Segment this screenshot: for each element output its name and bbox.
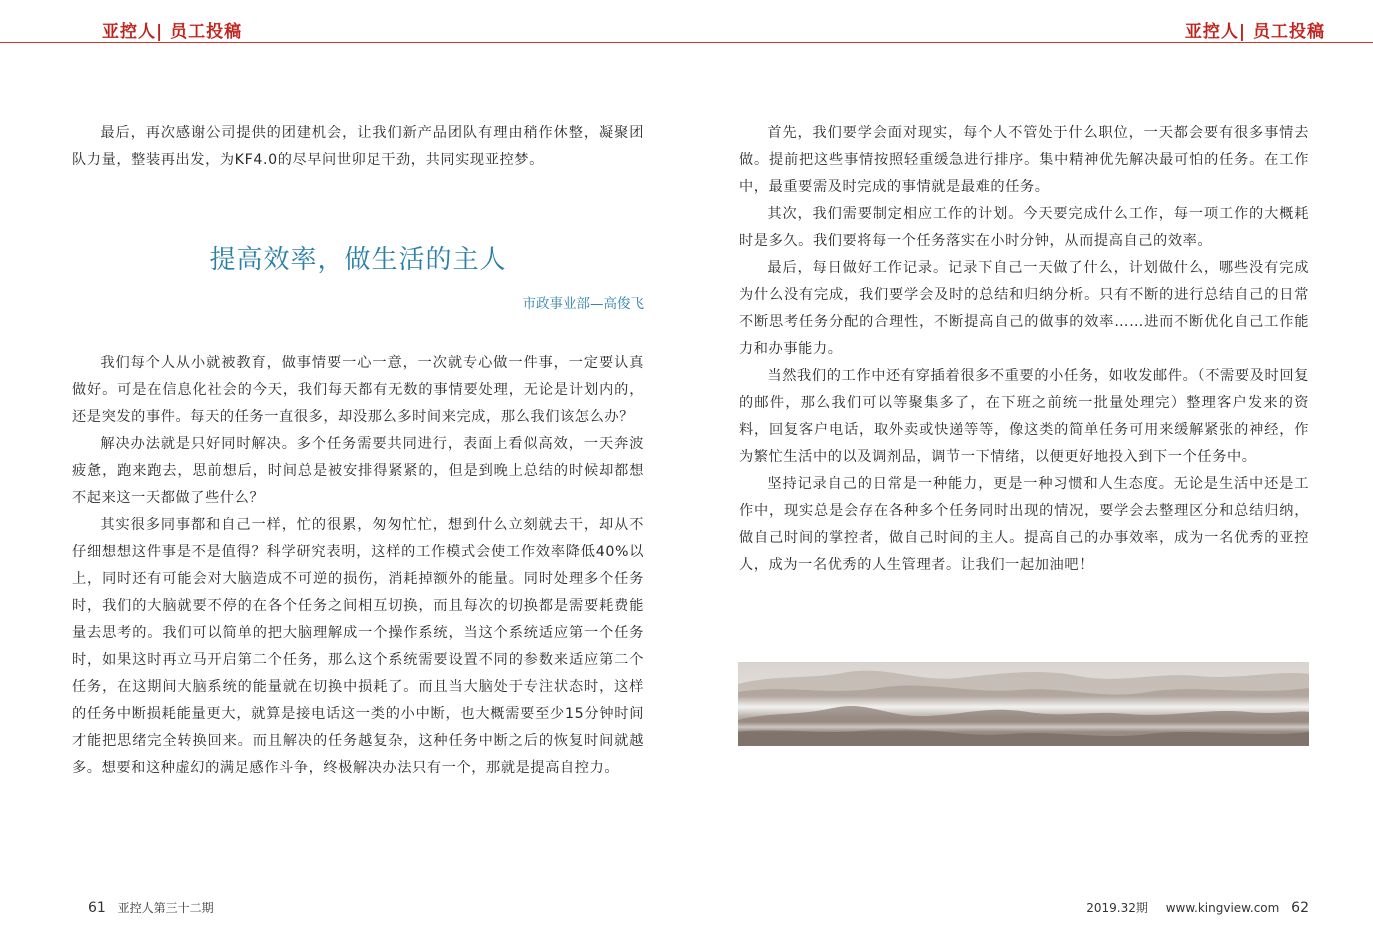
right-article-column <box>739 120 1309 579</box>
article-paragraph: 解决办法就是只好同时解决。多个任务需要共同进行，表面上看似高效，一天奔波疲惫，跑来跑去，思前想后，时间总是被安排得紧紧的，但是到晚上总结的时候却都想不起来这一天都做了些什么？ <box>72 436 644 506</box>
left-article-column <box>72 350 644 782</box>
header-section-label-left: 亚控人| 员工投稿 <box>102 22 243 42</box>
header-section-label-right: 亚控人| 员工投稿 <box>1184 22 1325 42</box>
article-paragraph: 其实很多同事都和自己一样，忙的很累，匆匆忙忙，想到什么立刻就去干，却从不仔细想想这件事是不是值得？科学研究表明，这样的工作模式会使工作效率降低40%以上，同时还有可能会对大脑造成不可逆的损伤，消耗掉额外的能量。同时处理多个任务时，我们的大脑就要不停的在各个任务之间相互切换，而且每次的切换都是需要耗费能量去思考的。我们可以简单的把大脑理解成一个操作系统，当这个系统适应第一个任务时，如果这时再立马开启第二个任务，那么这个系统需要设置不同的参数来适应第二个任务，在这期间大脑系统的能量就在切换中损耗了。而且当大脑处于专注状态时，这样的任务中断损耗能量更大，就算是接电话这一类的小中断，也大概需要至少15分钟时间才能把思绪完全转换回来。而且解决的任务越复杂，这种任务中断之后的恢复时间就越多。想要和这种虚幻的满足感作斗争，终极解决办法只有一个，那就是提高自控力。 <box>72 517 644 776</box>
page-number-left: 61 <box>88 900 106 916</box>
website-link[interactable]: www.kingview.com <box>1165 901 1280 915</box>
misty-mountains-illustration <box>738 662 1309 746</box>
article-paragraph: 最后，每日做好工作记录。记录下自己一天做了什么，计划做什么，哪些没有完成为什么没有完成，我们要学会及时的总结和归纳分析。只有不断的进行总结自己的日常不断思考任务分配的合理性，不断提高自己的做事的效率……进而不断优化自己工作能力和办事能力。 <box>739 260 1309 357</box>
article-title: 提高效率，做生活的主人 <box>209 245 507 275</box>
header-divider <box>0 42 1373 43</box>
article-paragraph: 当然我们的工作中还有穿插着很多不重要的小任务，如收发邮件。（不需要及时回复的邮件，那么我们可以等聚集多了，在下班之前统一批量处理完）整理客户发来的资料，回复客户电话，取外卖或快递等等，像这类的简单任务可用来缓解紧张的神经，作为繁忙生活中的以及调剂品，调节一下情绪，以便更好地投入到下一个任务中。 <box>739 368 1309 465</box>
publication-name: 亚控人第三十二期 <box>117 901 214 915</box>
article-paragraph: 首先，我们要学会面对现实，每个人不管处于什么职位，一天都会要有很多事情去做。提前把这些事情按照轻重缓急进行排序。集中精神优先解决最可怕的任务。在工作中，最重要需及时完成的事情就是最难的任务。 <box>739 125 1309 195</box>
left-intro-column <box>72 120 644 174</box>
footer-left <box>80 900 214 916</box>
page-number-right: 62 <box>1291 900 1309 916</box>
article-paragraph: 我们每个人从小就被教育，做事情要一心一意，一次就专心做一件事，一定要认真做好。可是在信息化社会的今天，我们每天都有无数的事情要处理，无论是计划内的，还是突发的事件。每天的任务一直很多，却没那么多时间来完成，那么我们该怎么办？ <box>72 355 644 425</box>
article-paragraph: 其次，我们需要制定相应工作的计划。今天要完成什么工作，每一项工作的大概耗时是多久。我们要将每一个任务落实在小时分钟，从而提高自己的效率。 <box>739 206 1309 249</box>
article-byline: 市政事业部—高俊飞 <box>522 296 644 312</box>
article-paragraph: 坚持记录自己的日常是一种能力，更是一种习惯和人生态度。无论是生活中还是工作中，现实总是会存在各种多个任务同时出现的情况，要学会去整理区分和总结归纳，做自己时间的掌控者，做自己时间的主人。提高自己的办事效率，成为一名优秀的亚控人，成为一名优秀的人生管理者。让我们一起加油吧！ <box>739 476 1309 573</box>
intro-paragraph: 最后，再次感谢公司提供的团建机会，让我们新产品团队有理由稍作休整，凝聚团队力量，整装再出发，为KF4.0的尽早问世卯足干劲，共同实现亚控梦。 <box>72 125 644 168</box>
footer-right <box>1086 900 1317 916</box>
issue-label: 2019.32期 <box>1086 901 1148 915</box>
